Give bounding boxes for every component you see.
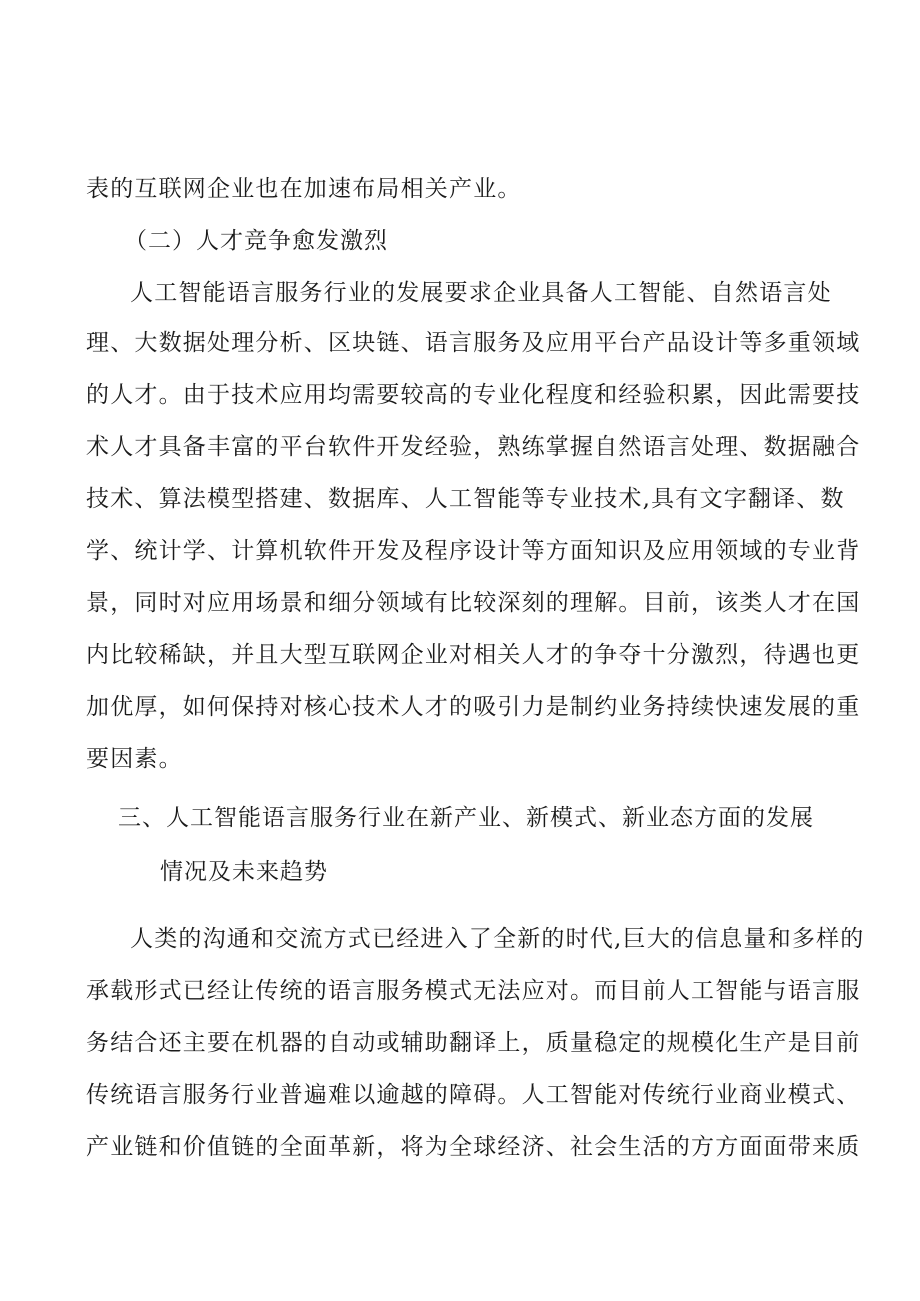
paragraph-2-line-4: 传统语言服务行业普遍难以逾越的障碍。人工智能对传统行业商业模式、 [86,1082,861,1108]
paragraph-1-line-6: 学、统计学、计算机软件开发及程序设计等方面知识及应用领域的专业背 [86,538,861,564]
paragraph-1-line-8: 内比较稀缺，并且大型互联网企业对相关人才的争夺十分激烈，待遇也更 [86,642,861,668]
subheading-talent-competition: （二）人才竞争愈发激烈 [124,228,388,254]
paragraph-1-line-9: 加优厚，如何保持对核心技术人才的吸引力是制约业务持续快速发展的重 [86,694,861,720]
section-heading-line-1: 三、人工智能语言服务行业在新产业、新模式、新业态方面的发展 [118,805,814,831]
paragraph-1-line-10: 要因素。 [86,746,183,772]
paragraph-1-line-1: 人工智能语言服务行业的发展要求企业具备人工智能、自然语言处 [130,280,832,306]
intro-tail-line: 表的互联网企业也在加速布局相关产业。 [86,176,522,202]
paragraph-2-line-5: 产业链和价值链的全面革新，将为全球经济、社会生活的方方面面带来质 [86,1134,861,1160]
paragraph-2-line-2: 承载形式已经让传统的语言服务模式无法应对。而目前人工智能与语言服 [86,978,861,1004]
paragraph-1-line-2: 理、大数据处理分析、区块链、语言服务及应用平台产品设计等多重领域 [86,330,861,356]
section-heading-line-2: 情况及未来趋势 [160,859,328,885]
paragraph-1-line-4: 术人才具备丰富的平台软件开发经验，熟练掌握自然语言处理、数据融合 [86,434,861,460]
paragraph-1-line-7: 景，同时对应用场景和细分领域有比较深刻的理解。目前，该类人才在国 [86,590,861,616]
paragraph-1-line-3: 的人才。由于技术应用均需要较高的专业化程度和经验积累，因此需要技 [86,382,861,408]
paragraph-2-line-3: 务结合还主要在机器的自动或辅助翻译上，质量稳定的规模化生产是目前 [86,1030,861,1056]
paragraph-1-line-5: 技术、算法模型搭建、数据库、人工智能等专业技术,具有文字翻译、数 [86,486,845,512]
paragraph-2-line-1: 人类的沟通和交流方式已经进入了全新的时代,巨大的信息量和多样的 [130,926,865,952]
